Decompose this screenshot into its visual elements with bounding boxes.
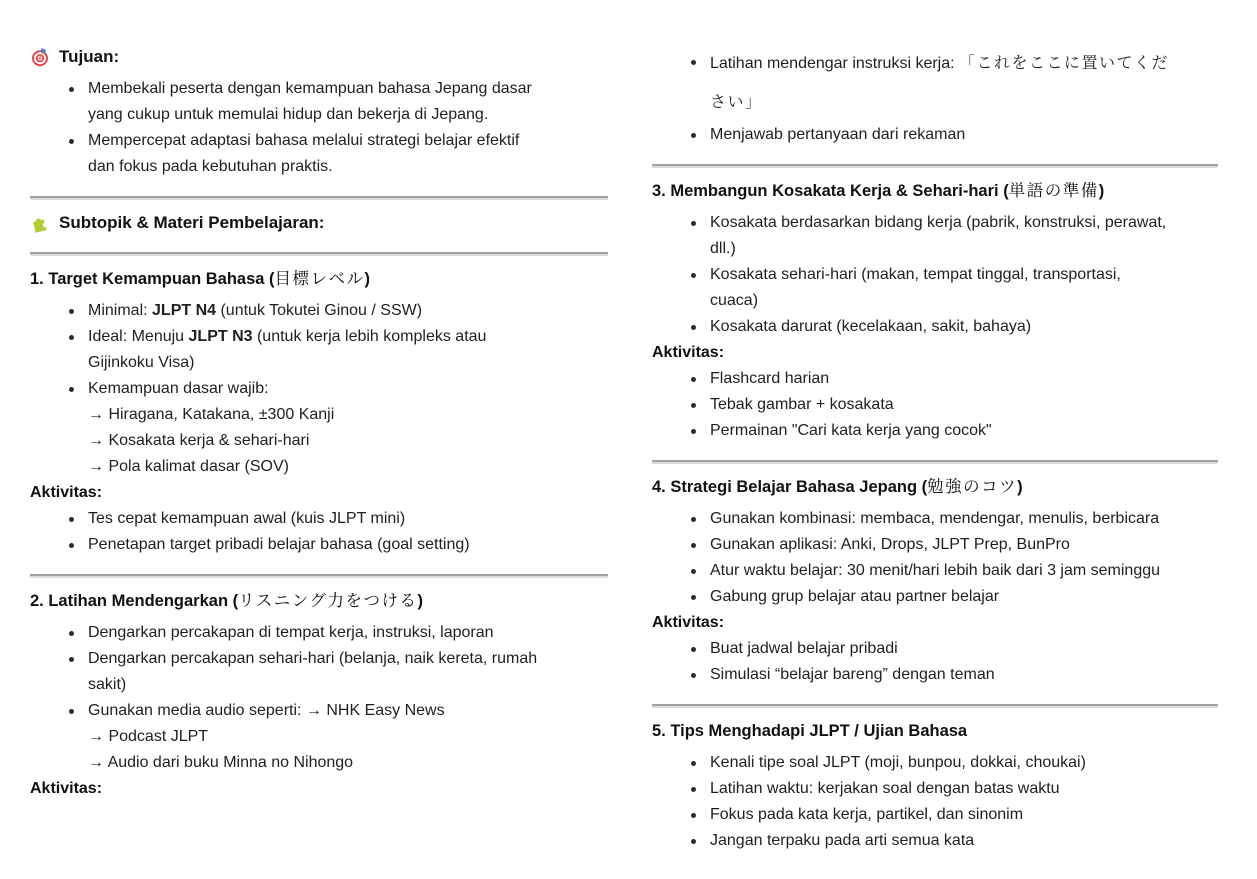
text-run: Membekali peserta dengan kemampuan bahasa Jepang dasar — [88, 80, 532, 97]
text-run: 1. Target Kemampuan Bahasa ( — [30, 270, 275, 288]
bullet-dot-icon — [69, 387, 74, 392]
list-item-line — [710, 636, 1218, 662]
target-dart-icon — [30, 47, 50, 67]
list-item-line — [710, 314, 1218, 340]
text-run: Permainan "Cari kata kerja yang cocok" — [710, 422, 992, 439]
subtopik-heading — [30, 210, 608, 236]
text-run: Gunakan aplikasi: Anki, Drops, JLPT Prep, BunPro — [710, 536, 1070, 553]
text-run: Jangan terpaku pada arti semua kata — [710, 832, 975, 849]
text-run: yang cukup untuk memulai hidup dan bekerja di Jepang. — [88, 106, 489, 123]
bullet-dot-icon — [691, 429, 696, 434]
list-item — [652, 314, 1218, 340]
section-5-list — [652, 750, 1218, 854]
bullet-dot-icon — [69, 139, 74, 144]
japanese-text: 「これをここに置いてくだ — [959, 53, 1170, 72]
text-run: → Audio dari buku Minna no Nihongo — [88, 754, 354, 771]
list-item — [652, 662, 1218, 688]
bullet-dot-icon — [69, 709, 74, 714]
list-item — [30, 76, 608, 128]
aktivitas-list-3 — [652, 366, 1218, 444]
list-item-line — [710, 584, 1218, 610]
bullet-dot-icon — [691, 673, 696, 678]
text-run: 2. Latihan Mendengarkan ( — [30, 592, 239, 610]
list-item-line — [88, 532, 608, 558]
bullet-dot-icon — [691, 543, 696, 548]
left-column — [30, 44, 608, 802]
text-run: dll.) — [710, 240, 736, 257]
list-item — [30, 298, 608, 324]
list-item-line — [710, 506, 1218, 532]
list-item — [652, 776, 1218, 802]
list-item-line — [710, 392, 1218, 418]
bullet-dot-icon — [69, 657, 74, 662]
text-run: Tes cepat kemampuan awal (kuis JLPT mini) — [88, 510, 406, 527]
aktivitas-list-4 — [652, 636, 1218, 688]
list-item — [652, 636, 1218, 662]
list-item-line — [88, 724, 608, 750]
list-item — [30, 646, 608, 698]
puzzle-icon — [30, 213, 50, 233]
bullet-dot-icon — [69, 87, 74, 92]
bullet-dot-icon — [691, 221, 696, 226]
list-item-line — [710, 288, 1218, 314]
aktivitas-label-4: Aktivitas: — [652, 614, 725, 631]
text-run: Dengarkan percakapan di tempat kerja, instruksi, laporan — [88, 624, 494, 641]
list-item — [652, 750, 1218, 776]
list-item-line — [88, 620, 608, 646]
list-item — [30, 324, 608, 376]
list-item — [30, 532, 608, 558]
bullet-dot-icon — [69, 543, 74, 548]
list-item-line — [88, 154, 608, 180]
aktivitas-list-1 — [30, 506, 608, 558]
text-run: (untuk Tokutei Ginou / SSW) — [216, 302, 423, 319]
bullet-dot-icon — [69, 335, 74, 340]
list-item — [652, 210, 1218, 262]
list-item-line — [710, 366, 1218, 392]
text-run: Kemampuan dasar wajib: — [88, 380, 269, 397]
bullet-dot-icon — [691, 273, 696, 278]
japanese-text: 勉強のコツ — [927, 477, 1018, 496]
list-item — [30, 128, 608, 180]
text-run: JLPT N4 — [152, 302, 217, 319]
list-item — [652, 262, 1218, 314]
aktivitas-label-3: Aktivitas: — [652, 344, 725, 361]
list-item — [652, 506, 1218, 532]
divider — [30, 196, 608, 200]
text-run: 3. Membangun Kosakata Kerja & Sehari-hari ( — [652, 182, 1009, 200]
text-run: Dengarkan percakapan sehari-hari (belanja, naik kereta, rumah — [88, 650, 538, 667]
list-item — [652, 44, 1218, 122]
list-item-line — [88, 672, 608, 698]
text-run: Gunakan kombinasi: membaca, mendengar, menulis, berbicara — [710, 510, 1160, 527]
text-run: ) — [1098, 182, 1105, 200]
bullet-dot-icon — [691, 517, 696, 522]
list-item-line — [88, 750, 608, 776]
bullet-dot-icon — [691, 377, 696, 382]
section-2-list — [30, 620, 608, 776]
list-item-line — [710, 44, 1218, 83]
subtopik-heading-text: Subtopik & Materi Pembelajaran: — [59, 213, 325, 232]
bullet-dot-icon — [691, 595, 696, 600]
section-3-list — [652, 210, 1218, 340]
text-run: Kosakata sehari-hari (makan, tempat tinggal, transportasi, — [710, 266, 1121, 283]
text-run: Latihan mendengar instruksi kerja: — [710, 55, 960, 72]
list-item-line — [88, 298, 608, 324]
bullet-dot-icon — [691, 325, 696, 330]
tujuan-list — [30, 76, 608, 180]
list-item-line — [88, 376, 608, 402]
tujuan-heading — [30, 44, 608, 70]
text-run: Tebak gambar + kosakata — [710, 396, 894, 413]
section-2-heading — [30, 588, 608, 614]
list-item-line — [710, 262, 1218, 288]
text-run: dan fokus pada kebutuhan praktis. — [88, 158, 333, 175]
list-item-line — [88, 324, 608, 350]
bullet-dot-icon — [691, 647, 696, 652]
text-run: Latihan waktu: kerjakan soal dengan batas waktu — [710, 780, 1060, 797]
list-item-line — [710, 750, 1218, 776]
aktivitas-list-2 — [652, 44, 1218, 148]
divider — [30, 252, 608, 256]
text-run: Gabung grup belajar atau partner belajar — [710, 588, 1000, 605]
list-item — [652, 418, 1218, 444]
list-item-line — [88, 428, 608, 454]
text-run: Penetapan target pribadi belajar bahasa (goal setting) — [88, 536, 470, 553]
list-item-line — [710, 236, 1218, 262]
list-item — [30, 620, 608, 646]
list-item-line — [88, 698, 608, 724]
divider — [30, 574, 608, 578]
section-4-heading — [652, 474, 1218, 500]
list-item — [652, 366, 1218, 392]
list-item-line — [710, 210, 1218, 236]
bullet-dot-icon — [691, 133, 696, 138]
text-run: Minimal: — [88, 302, 153, 319]
list-item-line — [710, 122, 1218, 148]
bullet-dot-icon — [691, 813, 696, 818]
text-run: → Podcast JLPT — [88, 728, 209, 745]
japanese-text: さい」 — [710, 92, 763, 111]
text-run: sakit) — [88, 676, 127, 693]
list-item — [652, 828, 1218, 854]
text-run: Fokus pada kata kerja, partikel, dan sinonim — [710, 806, 1024, 823]
list-item-line — [710, 776, 1218, 802]
bullet-dot-icon — [691, 839, 696, 844]
list-item-line — [88, 76, 608, 102]
list-item-line — [710, 558, 1218, 584]
bullet-dot-icon — [691, 60, 696, 65]
aktivitas-label-2: Aktivitas: — [30, 780, 103, 797]
text-run: Mempercepat adaptasi bahasa melalui strategi belajar efektif — [88, 132, 520, 149]
list-item-line — [88, 350, 608, 376]
japanese-text: 目標レベル — [274, 269, 365, 288]
list-item-line — [710, 83, 1218, 122]
japanese-text: 単語の準備 — [1008, 181, 1099, 200]
text-run: Kosakata berdasarkan bidang kerja (pabrik, konstruksi, perawat, — [710, 214, 1167, 231]
list-item — [652, 532, 1218, 558]
text-run: → Pola kalimat dasar (SOV) — [88, 458, 289, 475]
text-run: Atur waktu belajar: 30 menit/hari lebih baik dari 3 jam seminggu — [710, 562, 1161, 579]
list-item — [652, 802, 1218, 828]
text-run: Buat jadwal belajar pribadi — [710, 640, 898, 657]
bullet-dot-icon — [691, 761, 696, 766]
text-run: Gijinkoku Visa) — [88, 354, 195, 371]
section-1-heading — [30, 266, 608, 292]
aktivitas-label-1: Aktivitas: — [30, 484, 103, 501]
list-item — [652, 122, 1218, 148]
text-run: JLPT N3 — [188, 328, 253, 345]
tujuan-heading-text: Tujuan: — [59, 47, 120, 66]
list-item-line — [88, 102, 608, 128]
list-item-line — [710, 532, 1218, 558]
text-run: Flashcard harian — [710, 370, 830, 387]
list-item — [30, 376, 608, 480]
list-item-line — [710, 802, 1218, 828]
section-4-list — [652, 506, 1218, 610]
list-item-line — [710, 828, 1218, 854]
text-run: (untuk kerja lebih kompleks atau — [252, 328, 487, 345]
bullet-dot-icon — [69, 309, 74, 314]
list-item-line — [88, 506, 608, 532]
list-item-line — [710, 662, 1218, 688]
text-run: ) — [417, 592, 423, 610]
divider — [652, 164, 1218, 168]
bullet-dot-icon — [691, 787, 696, 792]
list-item-line — [88, 646, 608, 672]
list-item-line — [88, 402, 608, 428]
list-item-line — [88, 454, 608, 480]
text-run: Kosakata darurat (kecelakaan, sakit, bahaya) — [710, 318, 1032, 335]
list-item-line — [88, 128, 608, 154]
text-run: Gunakan media audio seperti: → NHK Easy News — [88, 702, 445, 719]
japanese-text: リスニング力をつける — [238, 591, 418, 610]
section-3-heading — [652, 178, 1218, 204]
divider — [652, 460, 1218, 464]
section-1-list — [30, 298, 608, 480]
bullet-dot-icon — [691, 403, 696, 408]
text-run: Menjawab pertanyaan dari rekaman — [710, 126, 966, 143]
list-item-line — [710, 418, 1218, 444]
text-run: cuaca) — [710, 292, 759, 309]
text-run: Ideal: Menuju — [88, 328, 189, 345]
text-run: Kenali tipe soal JLPT (moji, bunpou, dokkai, choukai) — [710, 754, 1086, 771]
right-column — [652, 44, 1218, 854]
bullet-dot-icon — [69, 631, 74, 636]
list-item — [652, 584, 1218, 610]
text-run: ) — [1017, 478, 1023, 496]
divider — [652, 704, 1218, 708]
text-run: Simulasi “belajar bareng” dengan teman — [710, 666, 995, 683]
list-item — [652, 392, 1218, 418]
list-item — [30, 506, 608, 532]
text-run: 5. Tips Menghadapi JLPT / Ujian Bahasa — [652, 722, 968, 740]
text-run: → Kosakata kerja & sehari-hari — [88, 432, 310, 449]
section-5-heading — [652, 718, 1218, 744]
list-item — [30, 698, 608, 776]
list-item — [652, 558, 1218, 584]
text-run: → Hiragana, Katakana, ±300 Kanji — [88, 406, 335, 423]
text-run: ) — [364, 270, 371, 288]
text-run: 4. Strategi Belajar Bahasa Jepang ( — [652, 478, 928, 496]
bullet-dot-icon — [691, 569, 696, 574]
bullet-dot-icon — [69, 517, 74, 522]
